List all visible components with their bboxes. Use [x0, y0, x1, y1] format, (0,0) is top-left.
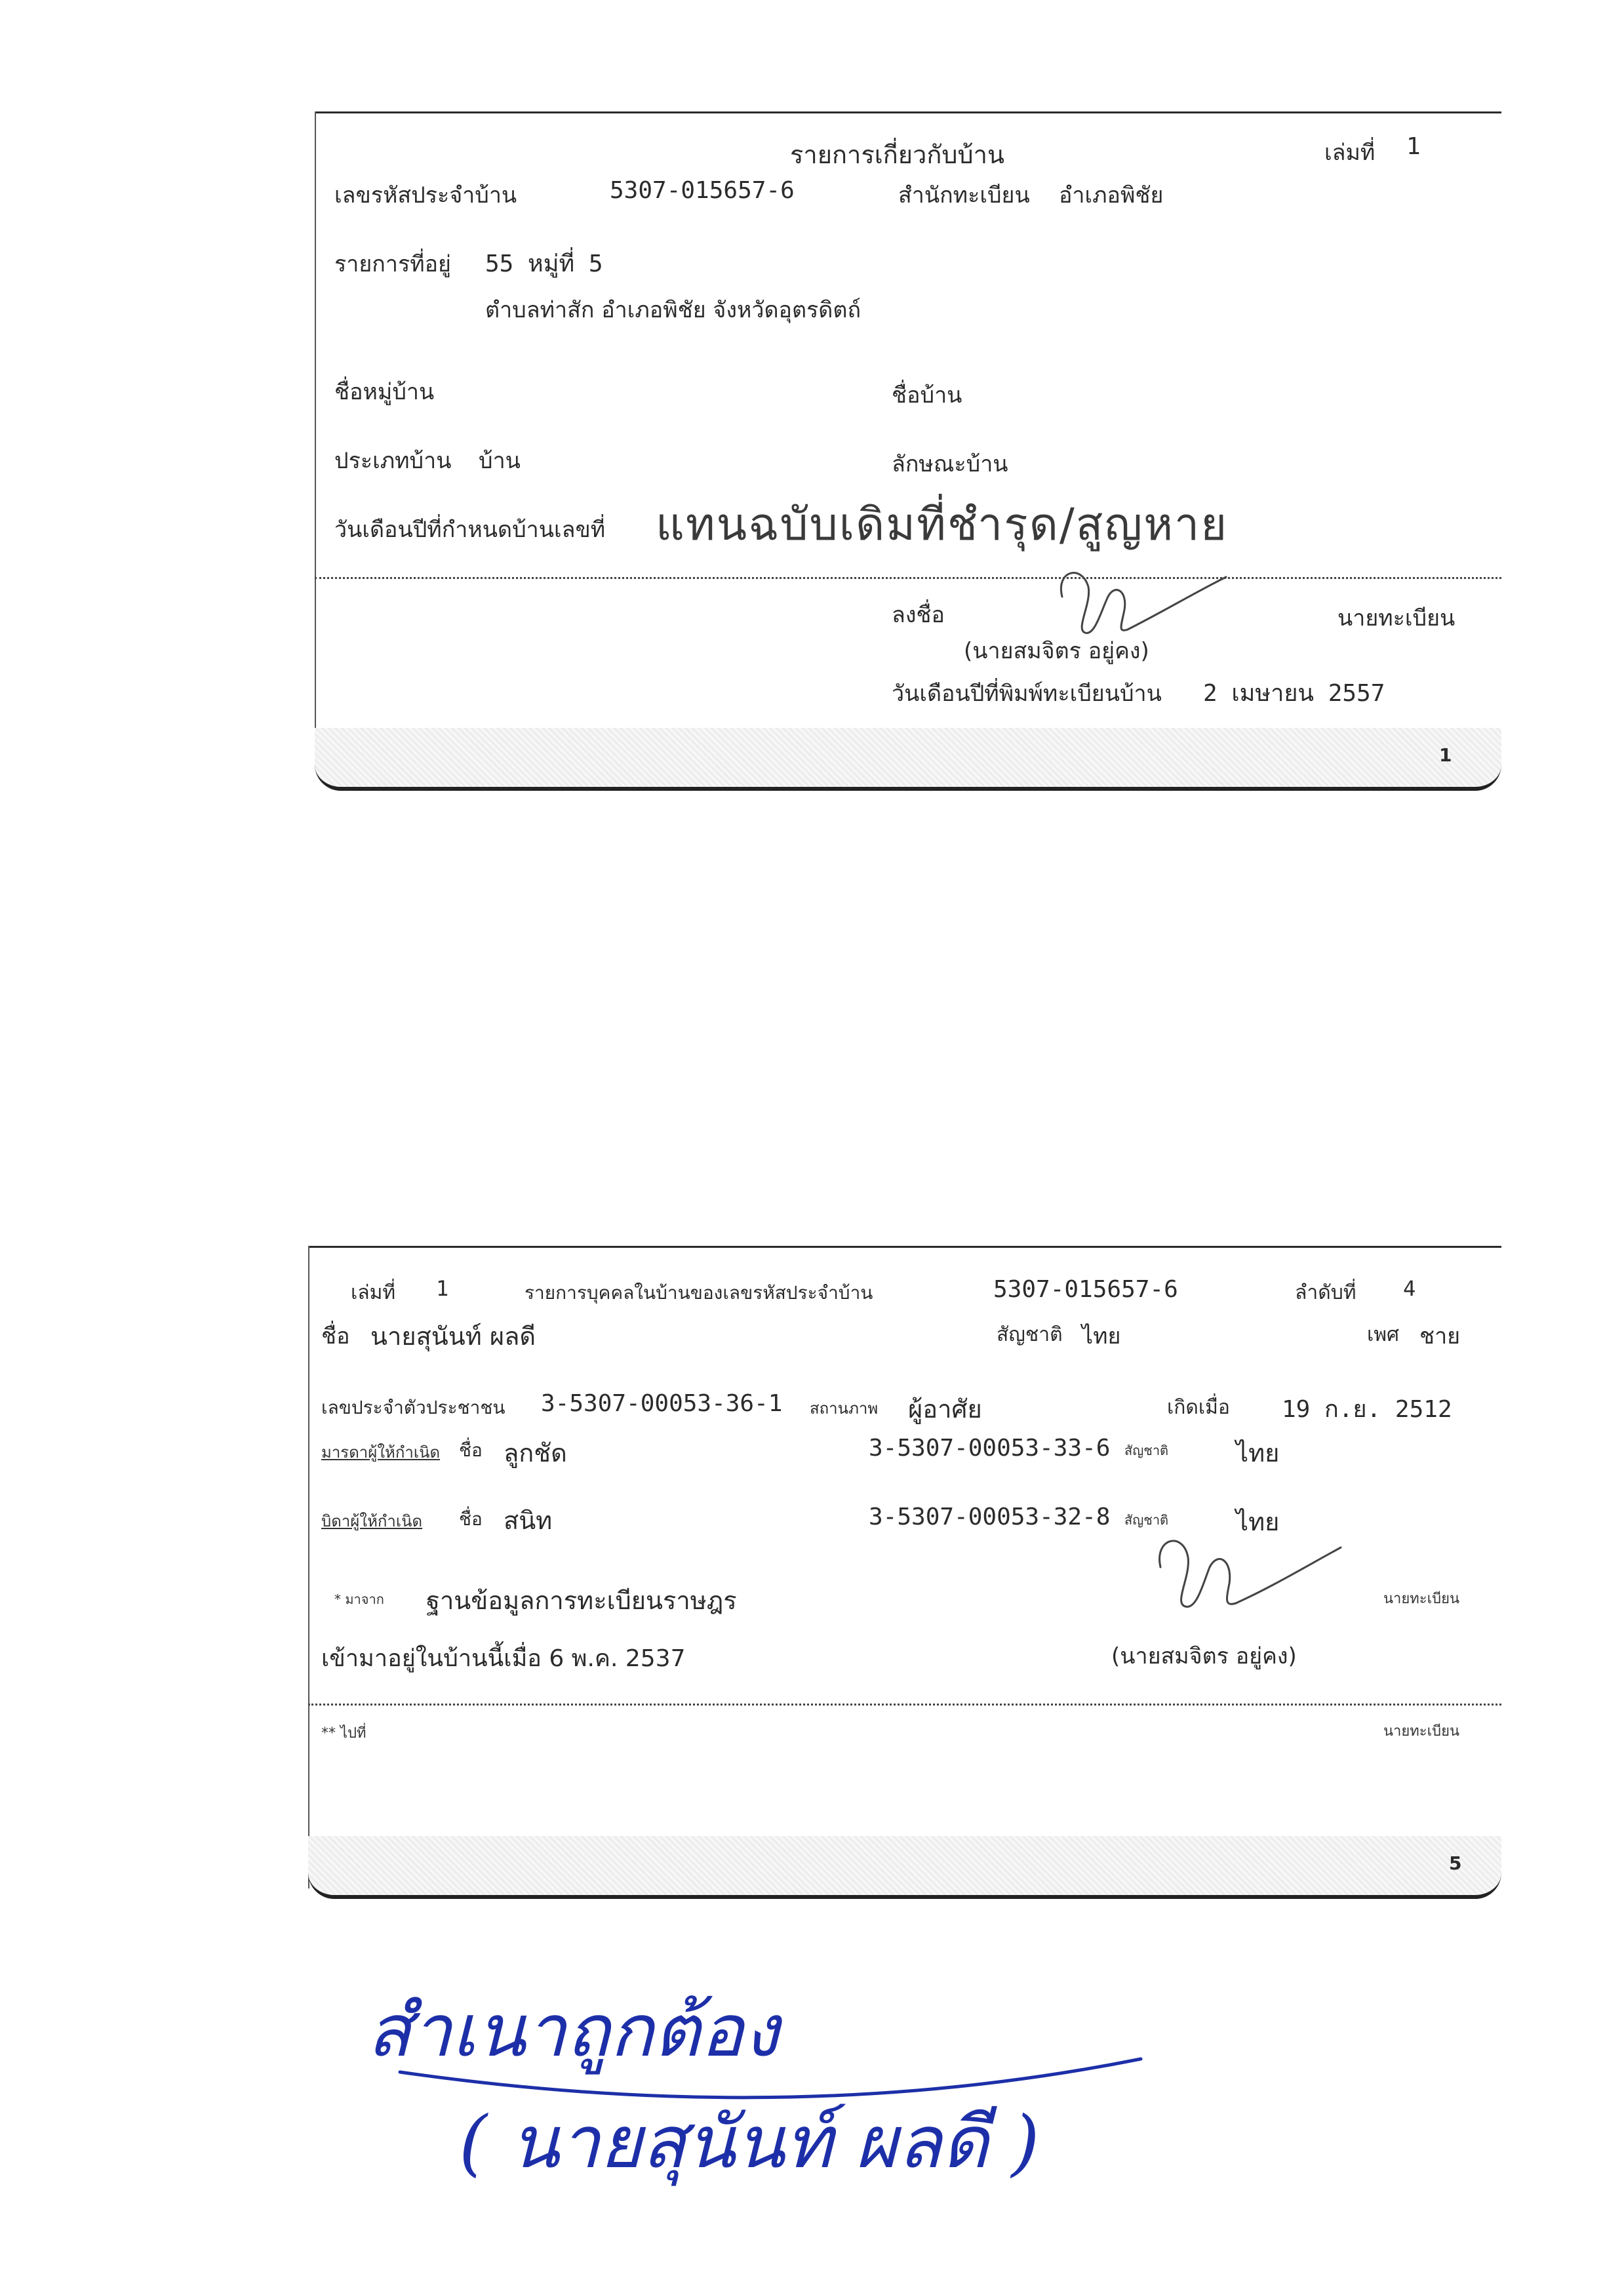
registrar-title: นายทะเบียน — [1383, 1591, 1460, 1607]
signer-name-handwriting: ( นายสุนันท์ ผลดี ) — [459, 2100, 1040, 2184]
moved-in-date: เข้ามาอยู่ในบ้านนี้เมื่อ 6 พ.ค. 2537 — [321, 1645, 686, 1672]
replacement-stamp: แทนฉบับเดิมที่ชำรุด/สูญหาย — [656, 499, 1229, 551]
address-label: รายการที่อยู่ — [334, 251, 451, 277]
dotted-divider — [315, 577, 1501, 579]
registrar-signature — [1128, 1521, 1344, 1622]
volume-label: เล่มที่ — [351, 1281, 396, 1304]
born-label: เกิดเมื่อ — [1167, 1396, 1230, 1419]
mother-label: มารดาผู้ให้กำเนิด — [321, 1443, 441, 1462]
nationality-value: ไทย — [1082, 1323, 1121, 1349]
house-code-value: 5307-015657-6 — [610, 177, 795, 204]
father-nat-label: สัญชาติ — [1124, 1512, 1169, 1528]
assigned-date-label: วันเดือนปีที่กำหนดบ้านเลขที่ — [334, 517, 606, 543]
card-footer — [315, 728, 1501, 791]
left-rule — [315, 111, 316, 767]
order-value: 4 — [1403, 1276, 1416, 1301]
registry-office-label: สำนักทะเบียน — [898, 182, 1030, 209]
registrar-title: นายทะเบียน — [1337, 605, 1456, 631]
mother-nat-value: ไทย — [1236, 1439, 1280, 1467]
registrar-name: (นายสมจิตร อยู่คง) — [1111, 1643, 1297, 1669]
id-label: เลขประจำตัวประชาชน — [321, 1397, 505, 1418]
registrar-title-2: นายทะเบียน — [1383, 1723, 1460, 1740]
father-name: สนิท — [504, 1506, 553, 1535]
address-line1: 55 หมู่ที่ 5 — [485, 250, 603, 277]
sign-label: ลงชื่อ — [892, 602, 945, 628]
volume-value: 1 — [436, 1276, 449, 1301]
mother-nat-label: สัญชาติ — [1124, 1443, 1169, 1458]
print-date-label: วันเดือนปีที่พิมพ์ทะเบียนบ้าน — [892, 681, 1162, 707]
mother-name-label: ชื่อ — [459, 1439, 483, 1461]
person-details-card — [308, 1246, 1501, 1928]
born-value: 19 ก.ย. 2512 — [1282, 1396, 1452, 1423]
sex-value: ชาย — [1419, 1323, 1461, 1349]
volume-label: เล่มที่ — [1324, 140, 1376, 166]
house-style-label: ลักษณะบ้าน — [892, 451, 1008, 477]
father-id: 3-5307-00053-32-8 — [869, 1504, 1111, 1530]
registry-office-value: อำเภอพิชัย — [1059, 182, 1164, 209]
status-value: ผู้อาศัย — [908, 1395, 982, 1424]
order-label: ลำดับที่ — [1295, 1281, 1357, 1304]
card-footer — [308, 1836, 1501, 1899]
volume-value: 1 — [1406, 133, 1421, 160]
left-rule — [308, 1246, 309, 1888]
card-title: รายการบุคคลในบ้านของเลขรหัสประจำบ้าน — [525, 1282, 873, 1304]
address-line2: ตำบลท่าสัก อำเภอพิชัย จังหวัดอุตรดิตถ์ — [485, 297, 862, 323]
house-details-card — [315, 111, 1501, 807]
from-value: ฐานข้อมูลการทะเบียนราษฎร — [426, 1586, 737, 1615]
status-label: สถานภาพ — [810, 1399, 879, 1418]
registrar-signature — [1036, 557, 1233, 645]
sex-label: เพศ — [1367, 1323, 1400, 1346]
certified-copy-handwriting: สำเนาถูกต้อง — [367, 1989, 779, 2073]
registrar-name: (นายสมจิตร อยู่คง) — [964, 638, 1149, 664]
to-label: ** ไปที่ — [321, 1725, 366, 1742]
dotted-divider — [308, 1704, 1501, 1706]
card-title: รายการเกี่ยวกับบ้าน — [790, 140, 1004, 169]
nationality-label: สัญชาติ — [997, 1323, 1063, 1346]
village-name-label: ชื่อหมู่บ้าน — [334, 379, 435, 405]
from-label: * มาจาก — [334, 1591, 384, 1607]
house-type-label: ประเภทบ้าน — [334, 448, 452, 474]
person-name: นายสุนันท์ ผลดี — [370, 1322, 536, 1351]
house-code-value: 5307-015657-6 — [993, 1276, 1178, 1303]
name-label: ชื่อ — [321, 1323, 350, 1349]
top-rule — [315, 111, 1501, 113]
page-number: 1 — [1439, 744, 1452, 766]
father-label: บิดาผู้ให้กำเนิด — [321, 1512, 423, 1530]
father-nat-value: ไทย — [1236, 1507, 1280, 1536]
mother-name: ลูกชัด — [504, 1439, 567, 1467]
father-name-label: ชื่อ — [459, 1508, 483, 1530]
id-value: 3-5307-00053-36-1 — [541, 1390, 783, 1417]
house-type-value: บ้าน — [479, 448, 521, 474]
page-number: 5 — [1449, 1852, 1462, 1874]
mother-id: 3-5307-00053-33-6 — [869, 1435, 1111, 1462]
print-date-value: 2 เมษายน 2557 — [1203, 680, 1385, 707]
top-rule — [308, 1246, 1501, 1248]
house-code-label: เลขรหัสประจำบ้าน — [334, 182, 517, 209]
house-name-label: ชื่อบ้าน — [892, 382, 962, 409]
